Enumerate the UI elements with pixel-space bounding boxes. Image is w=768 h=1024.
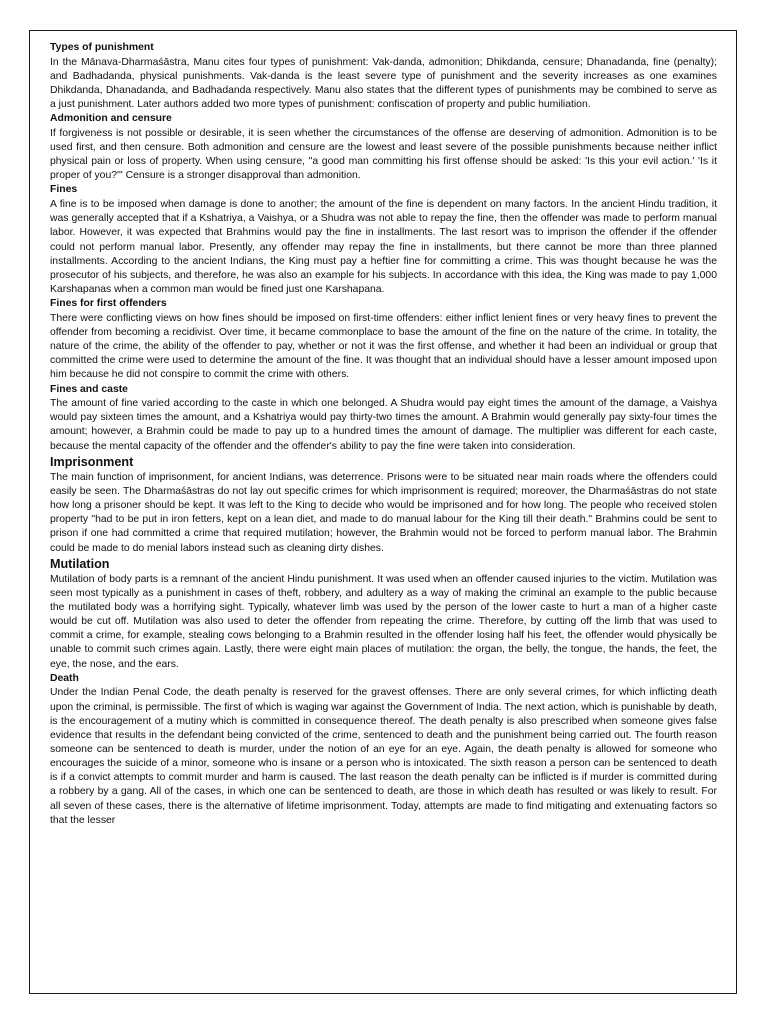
heading-types-of-punishment: Types of punishment xyxy=(50,42,154,53)
paragraph-fines-for-first-offenders: There were conflicting views on how fines should be imposed on first-time offenders: either inflict lenient fines or very heavy fines to prevent the offender from becoming a recidivist. Over time, it became commonplace to base the amount of the fine on the nature of the crime. In totality, the nature of the crime, the ability of the offender to pay, whether or not it was the first offense, and whether it had been an individual or group that committed the crime were used to determine the amount of the fine. It was thought that an individual should have a lesser amount imposed upon him because he did not conspire to commit the crime with others. xyxy=(50,312,717,381)
heading-death: Death xyxy=(50,672,79,684)
paragraph-imprisonment: The main function of imprisonment, for ancient Indians, was deterrence. Prisons were to be situated near main roads where the offenders could easily be seen. The Dharmaśāstras do not lay out specific crimes for which imprisonment is required; moreover, the Dharmaśāstras do not state how long a prisoner should be kept. It was left to the King to decide who would be imprisoned and for how long. The people who received stolen property "had to be put in iron fetters, kept on a lean diet, and made to do manual labour for the King till their death." Brahmins could be sent to prison if one had committed a crime that required mutilation; however, the Brahmin would not be forced to perform manual labor. The Brahmin could be made to do menial labors instead such as cleaning dirty dishes. xyxy=(50,471,717,554)
paragraph-death: Under the Indian Penal Code, the death penalty is reserved for the gravest offenses. There are only several crimes, for which inflicting death upon the criminal, is permissible. The first of which is waging war against the Government of India. The next action, which is punishable by death, is the encouragement of a mutiny which is committed in consequence thereof. The death penalty is also prescribed when someone gives false evidence that results in the defendant being convicted of the crime, sentenced to death and the punishment being carried out. The fourth reason someone can be sentenced to death is murder, under the notion of an eye for an eye. Again, the death penalty is allowed for someone who encourages the suicide of a minor, someone who is insane or a person who is intoxicated. The sixth reason a person can be sentenced to death is if a convict attempts to commit murder and harm is caused. The last reason the death penalty can be inflicted is if murder is committed during a robbery by a gang. All of the cases, in which one can be sentenced to death, are those in which death has resulted or was likely to result. For all seven of these cases, there is the alternative of lifetime imprisonment. Today, attempts are made to find mitigating and extenuating factors so that the lesser xyxy=(50,687,717,826)
paragraph-admonition-and-censure: If forgiveness is not possible or desirable, it is seen whether the circumstances of the offense are deserving of admonition. Admonition is to be used first, and then censure. Both admonition and censure are the lowest and least severe of the possible punishments because neither inflict physical pain or loss of property. When using censure, "a good man committing his first offense should be asked: 'Is this your evil action.' 'Is it proper of you?'" Censure is a stronger disapproval than admonition. xyxy=(50,127,717,182)
heading-imprisonment: Imprisonment xyxy=(50,454,134,469)
heading-fines: Fines xyxy=(50,184,78,196)
paragraph-fines: A fine is to be imposed when damage is done to another; the amount of the fine is dependent on many factors. In the ancient Hindu tradition, it was generally accepted that if a Kshatriya, a Vaishya, or a Shudra was not able to repay the fine, then the offender was made to perform manual labor. However, it was expected that Brahmins would pay the fine in installments. The last resort was to imprison the offender if the offender could not perform manual labor. Presently, any offender may repay the fine in installments, but there cannot be more than three planned installments. According to the ancient Indians, the King must pay a heftier fine for committing a crime. This was thought because he was the prosecutor of his subjects, and therefore, he was also an example for his subjects. In accordance with this idea, the King was made to pay 1,000 Karshapanas when a common man would be fined just one Karshapana. xyxy=(50,199,717,295)
paragraph-types-of-punishment: In the Mānava-Dharmaśāstra, Manu cites four types of punishment: Vak-danda, admonition; Dhikdanda, censure; Dhanadanda, fine (penalty); and Badhadanda, physical punishments. Vak-danda is the least severe type of punishment and the severity increases as one examines Dhikdanda, Dhanadanda, and Badhadanda respectively. Manu also states that the different types of punishments may be combined to serve as a just punishment. Later authors added two more types of punishment: confiscation of property and public humiliation. xyxy=(50,56,717,111)
heading-fines-and-caste: Fines and caste xyxy=(50,383,128,395)
heading-mutilation: Mutilation xyxy=(50,556,110,571)
heading-fines-for-first-offenders: Fines for first offenders xyxy=(50,298,167,310)
page-frame xyxy=(29,30,737,994)
paragraph-fines-and-caste: The amount of fine varied according to the caste in which one belonged. A Shudra would pay eight times the amount of the damage, a Vaishya would pay sixteen times the amount, and a Kshatriya would pay thirty-two times the amount. A Brahmin would generally pay sixty-four times the amount; however, a Brahmin could be made to pay up to a hundred times the amount of damage. The multiplier was different for each caste, because the mental capacity of the offender and the offender's ability to pay the fine were taken into consideration. xyxy=(50,398,717,452)
document-body xyxy=(50,41,717,828)
paragraph-mutilation: Mutilation of body parts is a remnant of the ancient Hindu punishment. It was used when an offender caused injuries to the victim. Mutilation was seen most typically as a punishment in cases of theft, robbery, and adultery as a way of making the criminal an example to the public because the mutilated body was a horrifying sight. Typically, whatever limb was used by the person of the lower caste to hurt a man of a higher caste would be cut off. Mutilation was also used to deter the offender from repeating the crime. Therefore, by cutting off the limb that was used to commit a crime, for example, stealing cows belonging to a Brahmin resulted in the offender losing half his feet, the offender would physically be unable to commit such crimes again. Lastly, there were eight main places of mutilation: the organ, the belly, the tongue, the hands, the feet, the eye, the nose, and the ears. xyxy=(50,573,717,670)
heading-admonition-and-censure: Admonition and censure xyxy=(50,113,172,125)
